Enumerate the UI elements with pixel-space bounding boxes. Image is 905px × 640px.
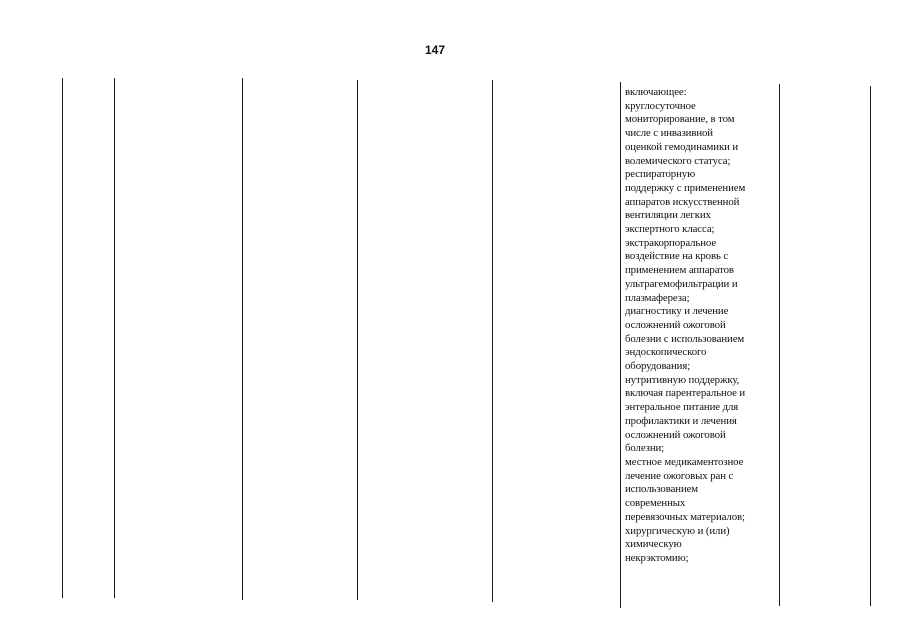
column-rule [242, 78, 243, 600]
cell-line: местное медикаментозное [625, 455, 744, 468]
cell-line: использованием [625, 483, 699, 496]
cell-line: некрэктомию; [625, 551, 689, 564]
cell-line: профилактики и лечения [625, 414, 737, 427]
cell-line: химическую [625, 538, 682, 551]
cell-line: экстракорпоральное [625, 236, 717, 249]
column-rule [62, 78, 63, 598]
cell-line: перевязочных материалов; [625, 510, 745, 523]
cell-line: применением аппаратов [625, 264, 734, 277]
column-rule [114, 78, 115, 598]
cell-line: осложнений ожоговой [625, 428, 726, 441]
cell-line: включающее: [625, 86, 687, 98]
cell-line: оценкой гемодинамики и [625, 140, 739, 153]
cell-line: волемического статуса; [625, 154, 731, 167]
cell-line: респираторную [625, 168, 696, 181]
cell-line: эндоскопического [625, 346, 707, 359]
cell-line: хирургическую и (или) [625, 524, 730, 537]
page-number: 147 [424, 43, 446, 57]
cell-line: аппаратов искусственной [625, 195, 740, 208]
cell-line: ультрагемофильтрации и [625, 277, 738, 290]
cell-line: нутритивную поддержку, [625, 373, 740, 386]
cell-line: мониторирование, в том [625, 113, 735, 126]
cell-line: круглосуточное [625, 99, 696, 112]
cell-line: включая парентеральное и [625, 387, 746, 400]
cell-line: оборудования; [625, 360, 691, 373]
column-rule [492, 80, 493, 602]
cell-line: энтеральное питание для [625, 401, 739, 414]
cell-line: диагностику и лечение [625, 305, 729, 318]
column-rule [870, 86, 871, 606]
cell-line: современных [625, 497, 686, 510]
table-cell-text [625, 86, 785, 566]
cell-line: лечение ожоговых ран с [625, 469, 734, 482]
column-rule [620, 82, 621, 608]
cell-line: осложнений ожоговой [625, 318, 726, 331]
cell-line: экспертного класса; [625, 223, 715, 236]
column-rule [357, 80, 358, 600]
cell-line: числе с инвазивной [625, 127, 713, 140]
cell-line: плазмафереза; [625, 291, 690, 304]
cell-line: поддержку с применением [625, 181, 746, 194]
cell-line: вентиляции легких [625, 209, 711, 222]
cell-line: болезни; [625, 442, 665, 455]
cell-line: болезни с использованием [625, 332, 745, 345]
cell-line: воздействие на кровь с [625, 250, 729, 263]
